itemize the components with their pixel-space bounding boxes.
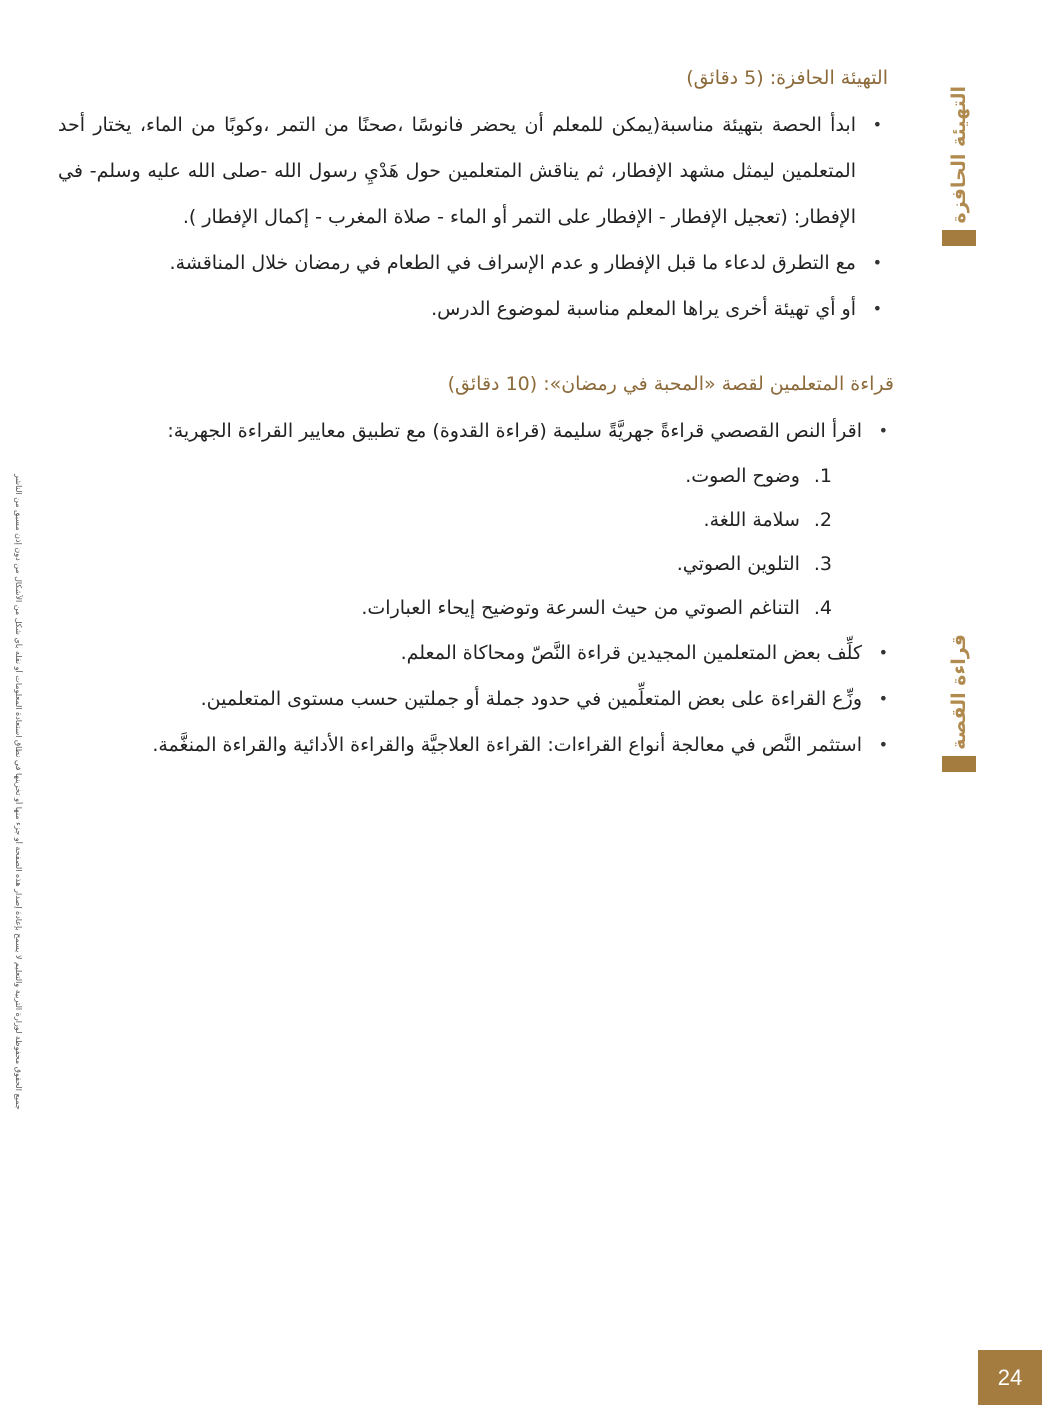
warmup-bullets bbox=[58, 102, 888, 332]
page-number: 24 bbox=[978, 1350, 1042, 1405]
warmup-section bbox=[58, 62, 888, 332]
criteria-item bbox=[64, 498, 832, 542]
criteria-text: التلوين الصوتي. bbox=[676, 553, 800, 575]
criteria-number: 1. bbox=[813, 465, 832, 487]
criteria-number: 4. bbox=[813, 597, 832, 619]
criteria-item bbox=[64, 454, 832, 498]
list-item: • ابدأ الحصة بتهيئة مناسبة(يمكن للمعلم أن يحضر فانوسًا ،صحنًا من التمر ،وكوبًا من الماء، يختار أحد المتعلمين ليمثل مشهد الإفطار، ثم يناقش المتعلمين حول هَدْيِ رسول الله -صلى الله عليه وسلم- في الإفطار: (تعجيل الإفطار - الإفطار على التمر أو الماء - صلاة المغرب - إكمال الإفطار ). bbox=[58, 102, 888, 240]
section-tab-warmup bbox=[942, 86, 976, 246]
criteria-text: سلامة اللغة. bbox=[703, 509, 800, 531]
section-tab-marker bbox=[942, 230, 976, 246]
list-item bbox=[64, 408, 894, 630]
copyright-notice: جميع الحقوق محفوظة لوزارة التربية والتعليم لا يسمح بإعادة إصدار هذه الصفحة أو جزء منها أو تخزينها في نطاق استعادة المعلومات أو نقله بأي شكل من الأشكال من دون إذن مسبق من الناشر bbox=[14, 474, 23, 1110]
section-tab-label: التهيئة الحافزة bbox=[947, 86, 970, 224]
reading-criteria-list bbox=[64, 454, 862, 630]
section-tab-marker bbox=[942, 756, 976, 772]
section-tab-reading bbox=[942, 634, 976, 772]
criteria-item bbox=[64, 542, 832, 586]
list-item: • كلِّف بعض المتعلمين المجيدين قراءة النَّصّ ومحاكاة المعلم. bbox=[64, 630, 894, 676]
criteria-number: 2. bbox=[813, 509, 832, 531]
criteria-item bbox=[64, 586, 832, 630]
section-tab-label: قراءة القصة bbox=[947, 634, 970, 750]
criteria-text: التناغم الصوتي من حيث السرعة وتوضيح إيحاء العبارات. bbox=[361, 597, 800, 619]
list-item: • مع التطرق لدعاء ما قبل الإفطار و عدم الإسراف في الطعام في رمضان خلال المناقشة. bbox=[58, 240, 888, 286]
list-item: • وزِّع القراءة على بعض المتعلِّمين في حدود جملة أو جملتين حسب مستوى المتعلمين. bbox=[64, 676, 894, 722]
list-item: • أو أي تهيئة أخرى يراها المعلم مناسبة لموضوع الدرس. bbox=[58, 286, 888, 332]
criteria-text: وضوح الصوت. bbox=[685, 465, 800, 487]
list-item: • استثمر النَّص في معالجة أنواع القراءات: القراءة العلاجيَّة والقراءة الأدائية والقراءة المنغَّمة. bbox=[64, 722, 894, 768]
reading-bullets bbox=[64, 408, 894, 768]
reading-section bbox=[64, 368, 894, 768]
criteria-number: 3. bbox=[813, 553, 832, 575]
reading-heading: قراءة المتعلمين لقصة «المحبة في رمضان»: (10 دقائق) bbox=[447, 373, 894, 395]
reading-intro: اقرأ النص القصصي قراءةً جهريَّةً سليمة (قراءة القدوة) مع تطبيق معايير القراءة الجهرية: bbox=[167, 420, 862, 442]
warmup-heading: التهيئة الحافزة: (5 دقائق) bbox=[686, 67, 888, 89]
